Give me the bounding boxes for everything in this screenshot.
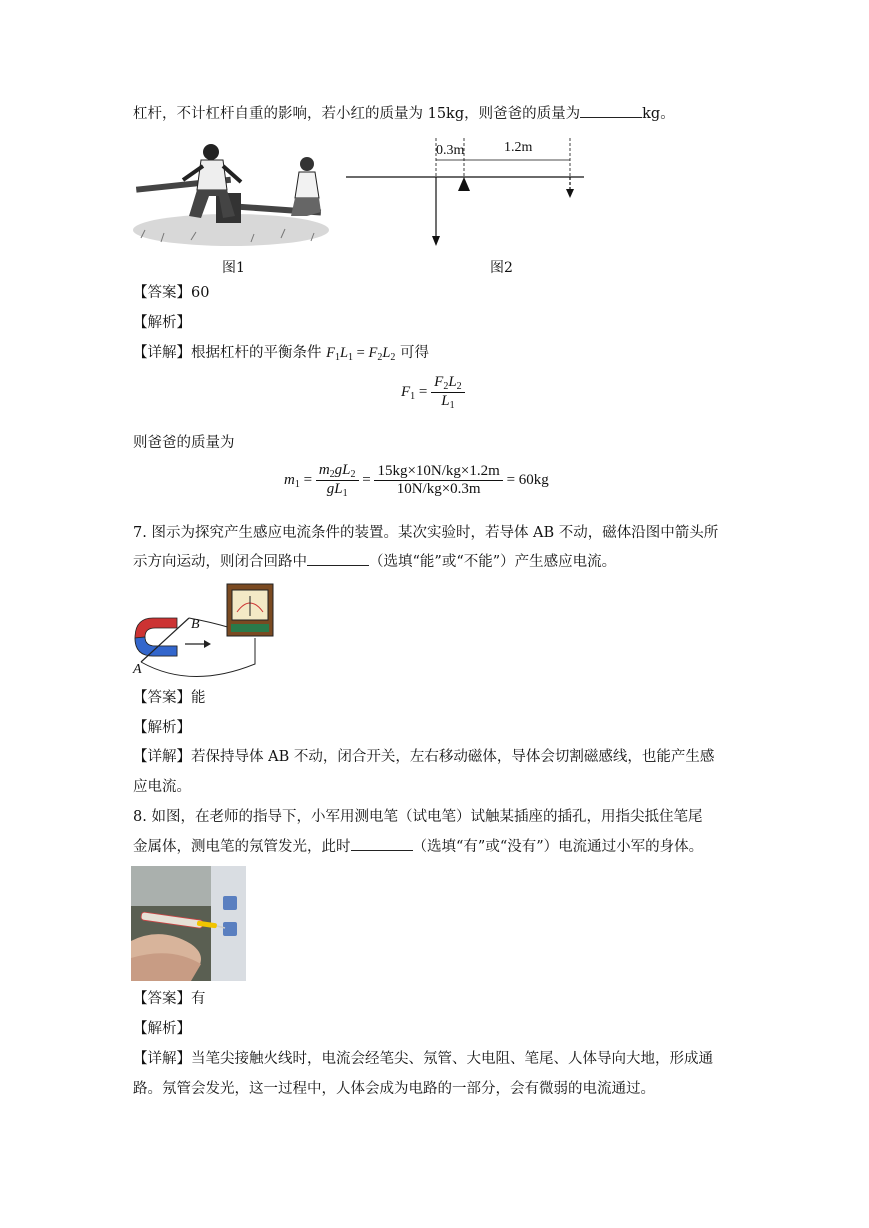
induction-apparatus [131,582,276,680]
equation-denominator: 10N/kg×0.3m [396,481,481,497]
q8-line2 [133,837,703,857]
q6-intro-unit: kg。 [642,106,675,122]
q7-answer: 【答案】能 [133,690,206,706]
mass-equation: $m_1$ = $\frac{m_2gL_2}{gL_1}$ = $\frac{15kg\times 10N/kg\times 1.2m}{10N/kg\times 0.3m}$ = 60kg [284,462,549,499]
label-a: A [133,662,142,677]
q7-line2-text: 示方向运动，则闭合回路中 [133,554,307,570]
answer-blank [351,837,413,851]
fig1-caption: 图1 [222,260,245,276]
answer-blank [307,552,369,566]
q8-analysis-label: 【解析】 [133,1021,191,1037]
equation-numerator: 15kg×10N/kg×1.2m [374,463,502,481]
f1-formula: $F_1$ = $\frac{F_2L_2}{L_1}$ [401,374,465,411]
lever-diagram [340,134,590,254]
answer-blank [580,104,642,118]
q8-line1: 8. 如图，在老师的指导下，小军用测电笔（试电笔）试触某插座的插孔，用指尖抵住笔尾 [133,809,703,825]
q8-line2-text: 金属体，测电笔的氖管发光，此时 [133,839,351,855]
q6-detail-end: 可得 [400,345,430,361]
q6-detail [133,343,429,368]
q8-line2-end: （选填“有”或“没有”）电流通过小军的身体。 [412,839,704,855]
q7-line2-end: （选填“能”或“不能”）产生感应电流。 [369,554,617,570]
q7-line1: 7. 图示为探究产生感应电流条件的装置。某次实验时，若导体 AB 不动，磁体沿图中箭头所 [133,525,719,541]
right-arm-length: 1.2m [504,140,533,155]
seesaw-photo [131,138,331,248]
q8-answer: 【答案】有 [133,991,206,1007]
balance-condition: $F_1L_1 = F_2L_2$ [326,345,396,363]
left-arm-length: 0.3m [436,143,465,158]
q6-analysis-label: 【解析】 [133,315,191,331]
q8-detail-line2: 路。氖管会发光，这一过程中，人体会成为电路的一部分，会有微弱的电流通过。 [133,1081,655,1097]
q6-answer: 【答案】60 [133,285,210,301]
label-b: B [191,617,200,632]
q6-intro [133,104,675,124]
q8-detail-line1: 【详解】当笔尖接触火线时，电流会经笔尖、氖管、大电阻、笔尾、人体导向大地，形成通 [133,1051,713,1067]
q6-detail-text: 【详解】根据杠杆的平衡条件 [133,345,322,361]
test-pen-photo [131,866,246,981]
q6-intro-text: 杠杆，不计杠杆自重的影响，若小红的质量为 15kg，则爸爸的质量为 [133,106,581,122]
q7-analysis-label: 【解析】 [133,720,191,736]
q6-mass-text: 则爸爸的质量为 [133,435,235,451]
fig2-caption: 图2 [490,260,513,276]
equation-result: = 60kg [506,471,549,488]
q7-detail-line2: 应电流。 [133,779,191,795]
q7-line2 [133,552,616,572]
q7-detail-line1: 【详解】若保持导体 AB 不动，闭合开关，左右移动磁体，导体会切割磁感线，也能产生感 [133,749,715,765]
